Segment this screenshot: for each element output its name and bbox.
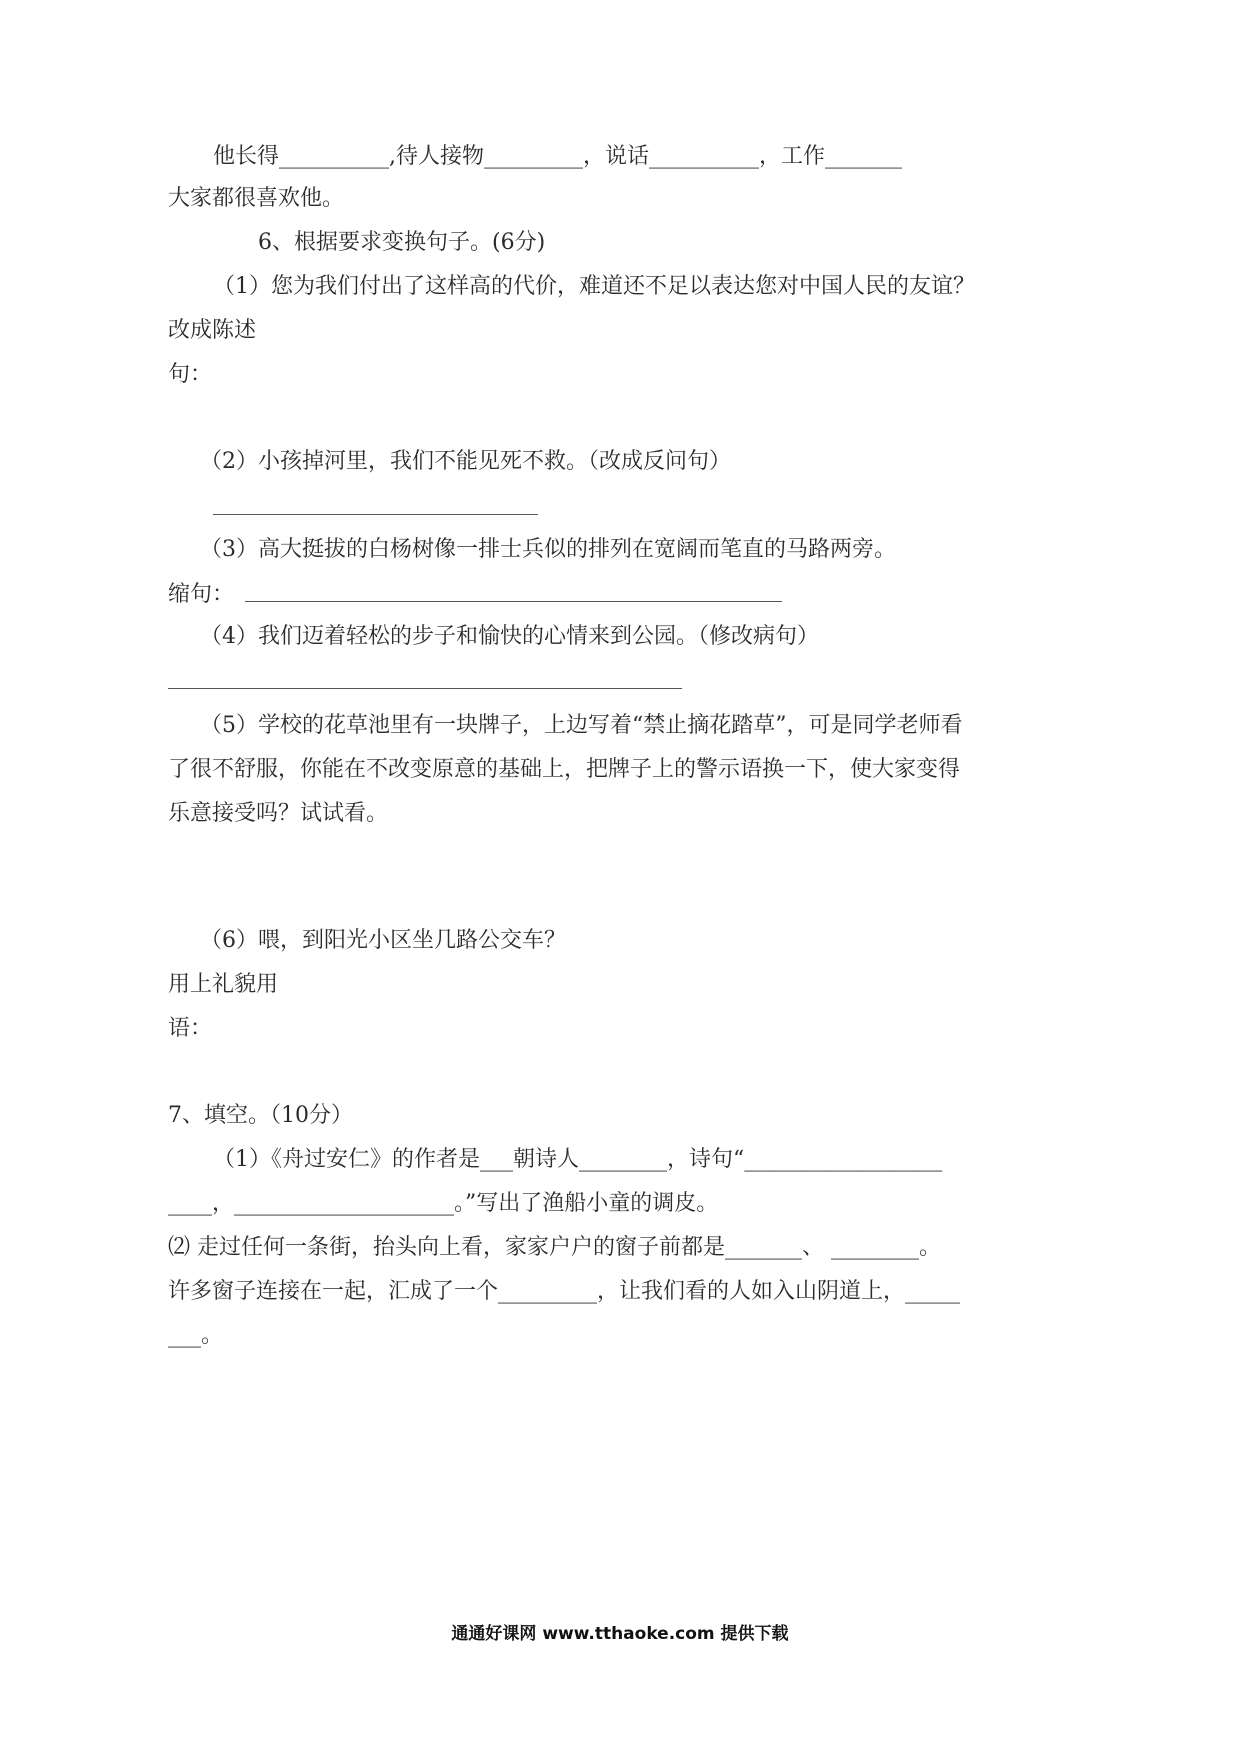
q7-p2-line-3: ___。 [168, 1323, 224, 1348]
q6-s5-line-3: 乐意接受吗？试试看。 [168, 801, 389, 826]
q7-heading: 7、填空。（10分） [168, 1103, 353, 1128]
q6-s6-line-3: 语： [168, 1016, 213, 1041]
answer-line-s3 [245, 601, 782, 602]
q7-p2-line-1: ⑵ 走过任何一条街，抬头向上看，家家户户的窗子前都是_______、 ________。 [168, 1235, 941, 1260]
q6-s1-line-2: 改成陈述 [168, 318, 257, 343]
q5-line-2: 大家都很喜欢他。 [168, 186, 345, 211]
q6-s2-line-1: （2）小孩掉河里，我们不能见死不救。（改成反问句） [200, 449, 731, 474]
q7-p1-line-1: （1）《舟过安仁》的作者是___朝诗人________，诗句“__________________ [213, 1147, 943, 1172]
answer-line-s4 [168, 688, 682, 689]
q5-line-1: 他长得__________,待人接物_________，说话__________，工作_______ [213, 144, 902, 169]
q6-s3-label: 缩句： [168, 582, 235, 607]
page-footer: 通通好课网 www.tthaoke.com 提供下载 [451, 1624, 789, 1644]
q6-s6-line-2: 用上礼貌用 [168, 972, 279, 997]
q7-p2-line-2: 许多窗子连接在一起，汇成了一个_________，让我们看的人如入山阴道上，_____ [168, 1279, 961, 1304]
answer-line-s2 [213, 514, 538, 515]
q6-heading: 6、根据要求变换句子。(6分) [258, 230, 546, 255]
q6-s6-line-1: （6）喂，到阳光小区坐几路公交车？ [200, 928, 566, 953]
q6-s1-line-3: 句： [168, 362, 213, 387]
q6-s1-line-1: （1）您为我们付出了这样高的代价，难道还不足以表达您对中国人民的友谊？ [213, 274, 975, 299]
q7-p1-line-2: ____，____________________。”写出了渔船小童的调皮。 [168, 1191, 719, 1216]
q6-s5-line-2: 了很不舒服，你能在不改变原意的基础上，把牌子上的警示语换一下，使大家变得 [168, 757, 961, 782]
q6-s3-line-1: （3）高大挺拔的白杨树像一排士兵似的排列在宽阔而笔直的马路两旁。 [200, 537, 896, 562]
q6-s5-line-1: （5）学校的花草池里有一块牌子，上边写着“禁止摘花踏草”，可是同学老师看 [200, 713, 963, 738]
q6-s4-line-1: （4）我们迈着轻松的步子和愉快的心情来到公园。（修改病句） [200, 624, 819, 649]
